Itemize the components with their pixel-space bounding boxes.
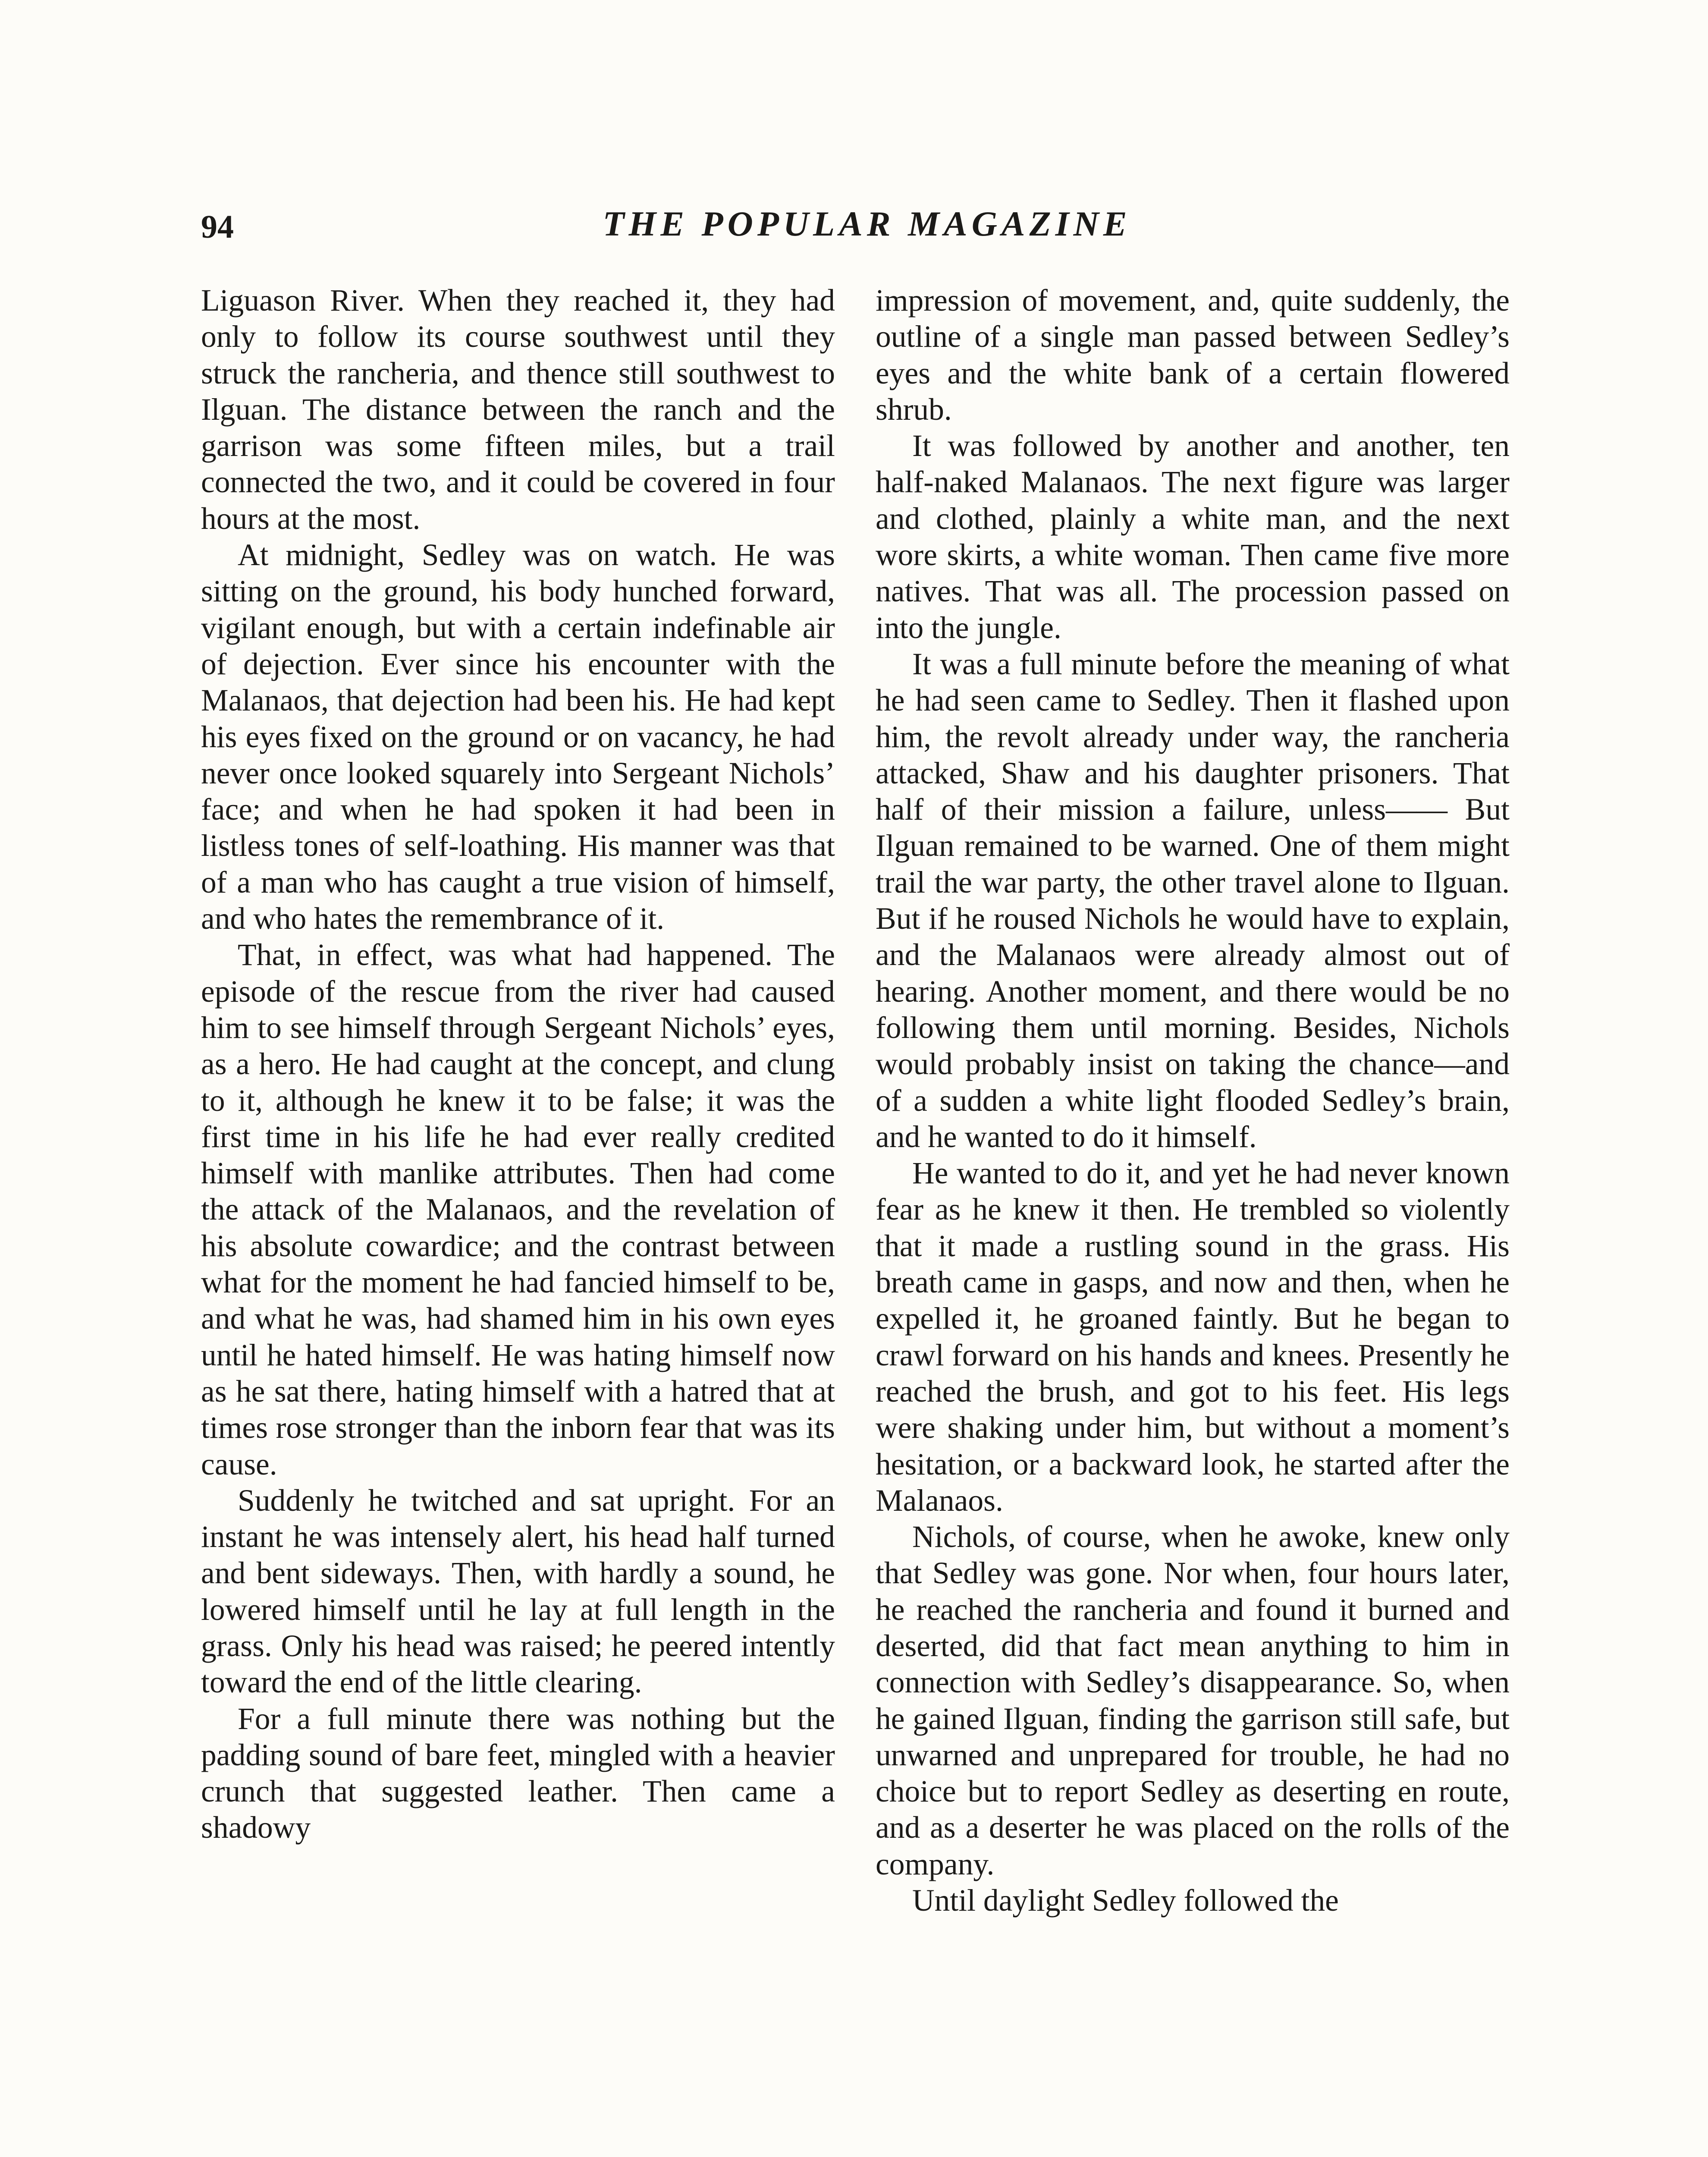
paragraph: He wanted to do it, and yet he had never known fear as he knew it then. He trembled so violently that it made a rustling sound in the grass. His breath came in gasps, and now and then, when he expelled it, he groaned faintly. But he began to crawl forward on his hands and knees. Presently he reached the brush, and got to his feet. His legs were shaking under him, but without a moment’s hesitation, or a backward look, he started after the Malanaos. [876,1156,1510,1518]
paragraph: Nichols, of course, when he awoke, knew only that Sedley was gone. Nor when, four hours later, he reached the rancheria and found it burned and deserted, did that fact mean anything to him in connection with Sedley’s disappearance. So, when he gained Ilguan, finding the garrison still safe, but unwarned and unprepared for trouble, he had no choice but to report Sedley as deserting en route, and as a deserter he was placed on the rolls of the company. [876,1520,1510,1881]
paragraph: Liguason River. When they reached it, they had only to follow its course southwest until they struck the rancheria, and thence still southwest to Ilguan. The distance between the ranch and the garrison was some fifteen miles, but a trail connected the two, and it could be covered in four hours at the most. [201,283,835,536]
paragraph: That, in effect, was what had happened. The episode of the rescue from the river had caused him to see himself through Sergeant Nichols’ eyes, as a hero. He had caught at the concept, and clung to it, although he knew it to be false; it was the first time in his life he had ever really credited himself with manlike attributes. Then had come the attack of the Malanaos, and the revelation of his absolute cowardice; and the contrast between what for the moment he had fancied himself to be, and what he was, had shamed him in his own eyes until he hated himself. He was hating himself now as he sat there, hating himself with a hatred that at times rose stronger than the inborn fear that was its cause. [201,938,835,1481]
paragraph: It was followed by another and another, ten half-naked Malanaos. The next figure was larger and clothed, plainly a white man, and the next wore skirts, a white woman. Then came five more natives. That was all. The procession passed on into the jungle. [876,429,1510,645]
right-column [876,283,1510,1919]
page-number: 94 [201,209,234,245]
paragraph: impression of movement, and, quite suddenly, the outline of a single man passed between Sedley’s eyes and the white bank of a certain flowered shrub. [876,283,1510,427]
paragraph: Until daylight Sedley followed the [912,1883,1339,1918]
running-title: THE POPULAR MAGAZINE [603,204,1131,243]
paragraph: It was a full minute before the meaning of what he had seen came to Sedley. Then it flashed upon him, the revolt already under way, the rancheria attacked, Shaw and his daughter prisoners. That half of their mission a failure, unless—— But Ilguan remained to be warned. One of them might trail the war party, the other travel alone to Ilguan. But if he roused Nichols he would have to explain, and the Malanaos were already almost out of hearing. Another moment, and there would be no following them until morning. Besides, Nichols would probably insist on taking the chance—and of a sudden a white light flooded Sedley’s brain, and he wanted to do it himself. [876,647,1510,1154]
paragraph: At midnight, Sedley was on watch. He was sitting on the ground, his body hunched forward, vigilant enough, but with a certain indefinable air of dejection. Ever since his encounter with the Malanaos, that dejection had been his. He had kept his eyes fixed on the ground or on vacancy, he had never once looked squarely into Sergeant Nichols’ face; and when he had spoken it had been in listless tones of self-loathing. His manner was that of a man who has caught a true vision of himself, and who hates the remembrance of it. [201,538,835,936]
paragraph: Suddenly he twitched and sat upright. For an instant he was intensely alert, his head half turned and bent sideways. Then, with hardly a sound, he lowered himself until he lay at full length in the grass. Only his head was raised; he peered intently toward the end of the little clearing. [201,1483,835,1700]
paragraph: For a full minute there was nothing but the padding sound of bare feet, mingled with a heavier crunch that suggested leather. Then came a shadowy [201,1701,835,1845]
left-column [201,283,835,1846]
